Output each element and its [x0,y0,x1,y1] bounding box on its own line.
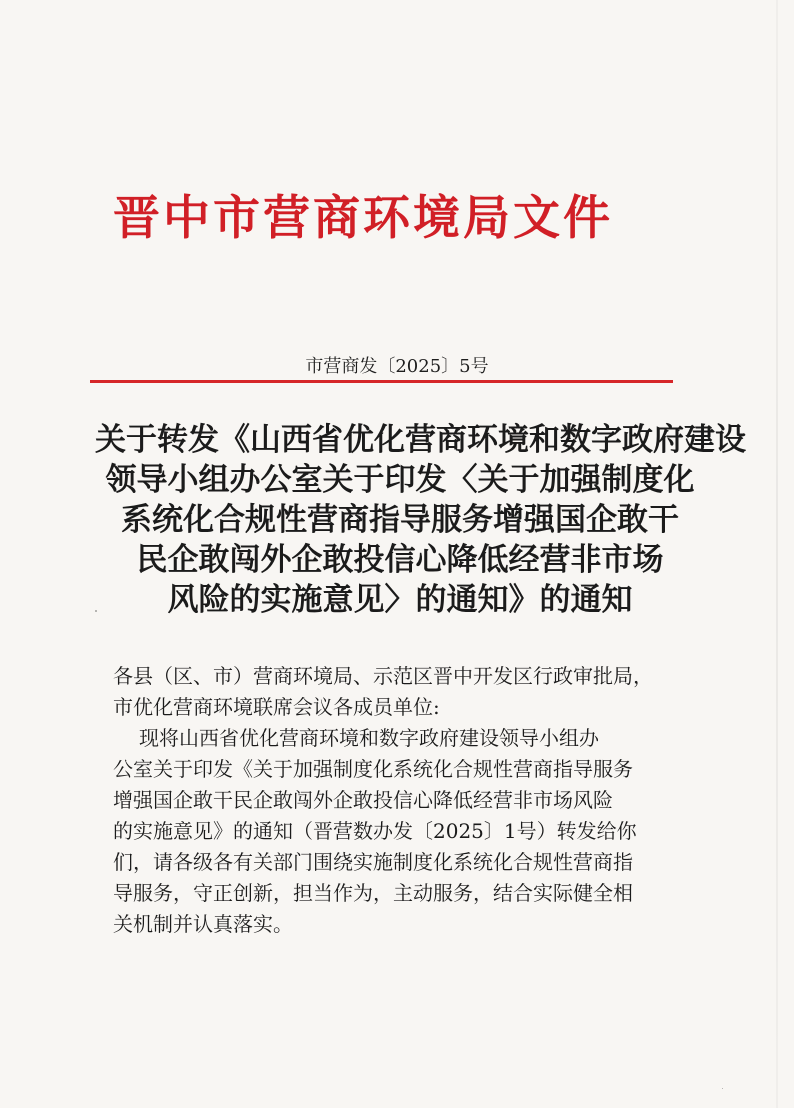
red-divider-line [90,380,673,383]
document-header-title: 晋中市营商环境局文件 [113,191,613,246]
scan-speck [722,1088,723,1089]
body-paragraph-line: 关机制并认真落实。 [113,912,293,936]
body-paragraph-line: 增强国企敢干民企敢闯外企敢投信心降低经营非市场风险 [113,788,613,812]
recipient-line: 各县（区、市）营商环境局、示范区晋中开发区行政审批局， [113,664,653,688]
document-number: 市营商发〔2025〕5号 [305,356,489,377]
notice-title-line: 领导小组办公室关于印发〈关于加强制度化 [105,462,695,498]
recipient-line: 市优化营商环境联席会议各成员单位: [113,695,440,719]
notice-title-line: 民企敢闯外企敢投信心降低经营非市场 [136,542,664,578]
body-paragraph-line: 们，请各级各有关部门围绕实施制度化系统化合规性营商指 [113,850,633,874]
body-paragraph-line: 公室关于印发《关于加强制度化系统化合规性营商指导服务 [113,757,633,781]
scan-speck [95,610,97,612]
body-paragraph-line: 现将山西省优化营商环境和数字政府建设领导小组办 [139,726,599,750]
notice-title-line: 系统化合规性营商指导服务增强国企敢干 [121,502,679,538]
notice-title [95,420,746,620]
document-body [113,661,693,940]
body-paragraph-line: 导服务，守正创新，担当作为，主动服务，结合实际健全相 [113,881,633,905]
notice-title-line: 关于转发《山西省优化营商环境和数字政府建设 [95,422,746,458]
notice-title-line: 风险的实施意见〉的通知》的通知 [167,582,633,618]
body-paragraph-line: 的实施意见》的通知（晋营数办发〔2025〕1号）转发给你 [113,819,637,843]
